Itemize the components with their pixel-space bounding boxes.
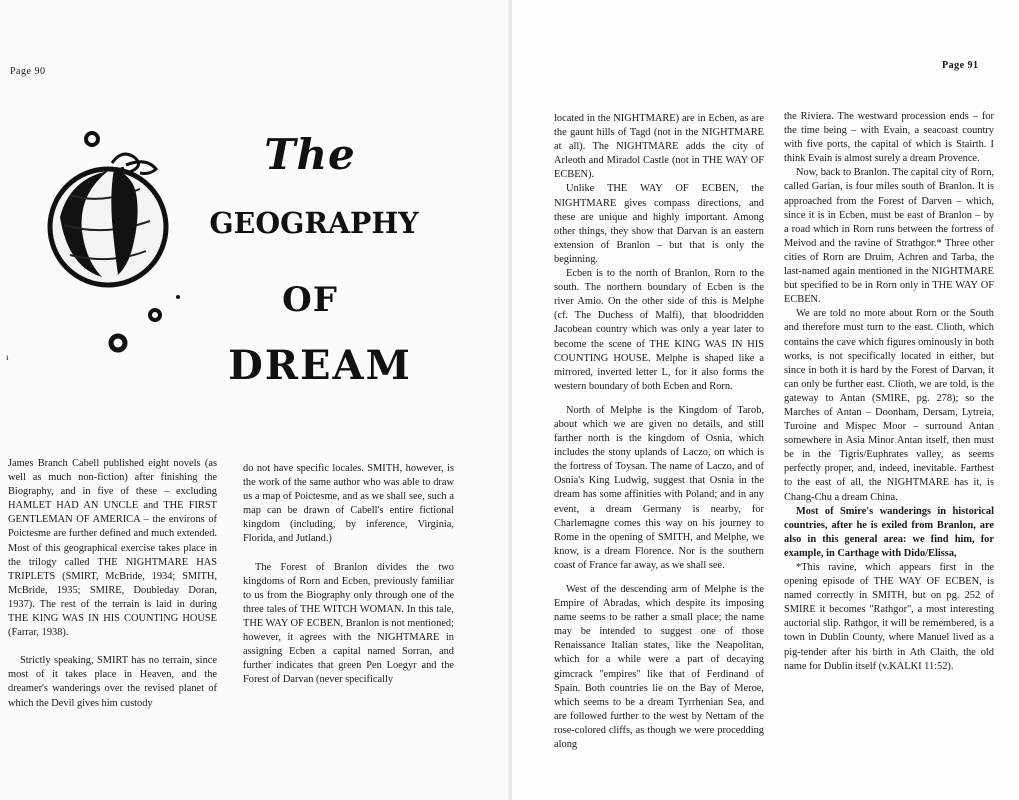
dream-globe-illustration — [30, 125, 190, 365]
footnote: *This ravine, which appears first in the opening episode of THE WAY OF ECBEN, is named correctly in SMITH, but on pg. 252 of SMIRE it becomes "Rathgor", a most interesting auctorial slip. Rathgor, it will be remembered, is a town in Dublin County, where Manuel lived as a pig-tender after his birth in Ath Claith, the old name for Dublin itself (v.KALKI 11:52). — [784, 562, 994, 672]
right-column-2 — [784, 110, 994, 674]
paragraph: located in the NIGHTMARE) are in Ecben, as are the gaunt hills of Tagd (not in the NIGHTMARE at all). The NIGHTMARE adds the city of Arleoth and Miradol Castle (not in THE WAY OF ECBEN). — [554, 113, 764, 181]
title-the: The — [264, 130, 356, 179]
paragraph: North of Melphe is the Kingdom of Tarob, about which we are given no details, and still farther north is the kingdom of Osnia, which includes the stony uplands of Laczo, on which is the fortress of Toysan. The name of Laczo, and of Osnia's King Ludwig, suggest that Osnia in the dream has some affinities with Poland; and in any event, a dream Germany is nearby, for Charlemagne comes this way on his journey to Rome in the opening of SMITH, and Melphe, we know, is a dream Florence. Nor is the southern coast of France far away, as we shall see. — [554, 404, 764, 571]
small-bubble-right — [150, 310, 160, 320]
paragraph: do not have specific locales. SMITH, however, is the work of the same author who was able to draw us a map of Poictesme, and as we shall see, such a map can be drawn of Cabell's entire fictional kingdom (including, by inference, Virginia, Florida, and Jutland.) — [243, 463, 454, 545]
paragraph: The Forest of Branlon divides the two kingdoms of Rorn and Ecben, previously familiar to us from the Biography only through one of the three tales of THE WITCH WOMAN. In this tale, THE WAY OF ECBEN, Branlon is not mentioned; however, it agrees with the NIGHTMARE in assigning Ecben a capital named Sorran, and further indicates that green Pen Loegyr and the Forest of Darvan (never specifically — [243, 561, 454, 686]
title-of: OF — [282, 280, 338, 320]
margin-mark: ı — [6, 352, 9, 362]
paragraph: We are told no more about Rorn or the South and therefore must turn to the east. Clioth, which contains the cave which figures ominously in both works, is not specifically located in either, but since in both it is hard by the Forest of Darvan, it can only be further east. Clioth, we are told, is the gateway to Antan (SMIRE, pg. 278); so the Marches of Antan – Doonham, Dersam, Lytreia, Turoine and Mispec Moor – surround Antan somewhere in Asia Minor Antan itself, then must be in the Tigris/Euphrates valley, as seems perfectly proper, and, indeed, inevitable. Farthest to the east of all, the NIGHTMARE has it, is Chang-Chu a dream China. — [784, 308, 994, 503]
paragraph: Strictly speaking, SMIRT has no terrain, since most of it takes place in Heaven, and the dreamer's wanderings over the revised planet of which the Devil gives him custody — [8, 655, 217, 709]
title-geography: GEOGRAPHY — [209, 206, 419, 240]
small-bubble-top — [86, 133, 98, 145]
paragraph: James Branch Cabell published eight novels (as well as much non-fiction) after finishing the Biography, and in five of these – excluding HAMLET HAD AN UNCLE and THE FIRST GENTLEMAN OF AMERICA – the environs of Poictesme are further defined and much extended. Most of this geographical exercise takes place in the trilogy called THE NIGHTMARE HAS TRIPLETS (SMIRT, McBride, 1934; SMITH, McBride, 1935; SMIRE, Doubleday Doran, 1937). The rest of the terrain is laid in during THE KING WAS IN HIS COUNTING HOUSE (Farrar, 1938). — [8, 458, 217, 639]
tiny-dot — [176, 295, 180, 299]
left-column-2 — [243, 462, 454, 687]
paragraph: West of the descending arm of Melphe is the Empire of Abradas, which despite its imposing name seems to be rather a small place; the name may be intended to suggest one of those Renaissance Italian states, like the Neapolitan, which for a while were a part of decaying gimcrack "empires" like that of Ferdinand of Spain. Both countries lie on the Bay of Meroe, which seems to be a dream Tyrrhenian Sea, and are followed further to the west by Nettam of the rose-colored cliffs, as though we were procedding along — [554, 584, 764, 751]
page-number-right: Page 91 — [942, 60, 979, 71]
left-column-1 — [8, 457, 217, 711]
right-column-1 — [554, 112, 764, 752]
paragraph: Unlike THE WAY OF ECBEN, the NIGHTMARE gives compass directions, and these are unique and highly important. Among other things, they show that Darvan is an eastern extension of Branlon – but that is only the beginning. — [554, 183, 764, 265]
title-dream: DREAM — [228, 342, 412, 389]
paragraph: the Riviera. The westward procession ends – for the time being – with Evain, a seacoast country with five ports, the capital of which is Stairth. I think Evain is almost surely a dream Provence. — [784, 111, 994, 165]
page-number-left: Page 90 — [10, 66, 46, 77]
paragraph: Ecben is to the north of Branlon, Rorn to the south. The northern boundary of Ecben is the river Amio. On the other side of this is Melphe (cf. The Duchess of Malfi), that bloodridden Jacobean country which was only a year later to become the scene of THE KING WAS IN HIS COUNTING HOUSE. Melphe is shaped like a mirrored, inverted letter L, for it also forms the western boundary of both Ecben and Rorn. — [554, 268, 764, 392]
small-bubble-bottom — [111, 336, 125, 350]
paragraph: Most of Smire's wanderings in historical countries, after he is exiled from Branlon, are also in this general area: we find him, for example, in Carthage with Dido/Elissa, — [784, 505, 994, 559]
paragraph: Now, back to Branlon. The capital city of Rorn, called Garian, is four miles south of Branlon. It is approached from the Forest of Darven – which, since it is in Ecben, must be east of Branlon – by a road which in Rorn runs between the fortress of Meivod and the ravine of Strathgor.* Three other cities of Rorn are Druim, Achren and Tarba, the last-named again mentioned in the NIGHTMARE but specified to be in Rorn only in THE WAY OF ECBEN. — [784, 167, 994, 306]
right-page — [512, 0, 1019, 800]
